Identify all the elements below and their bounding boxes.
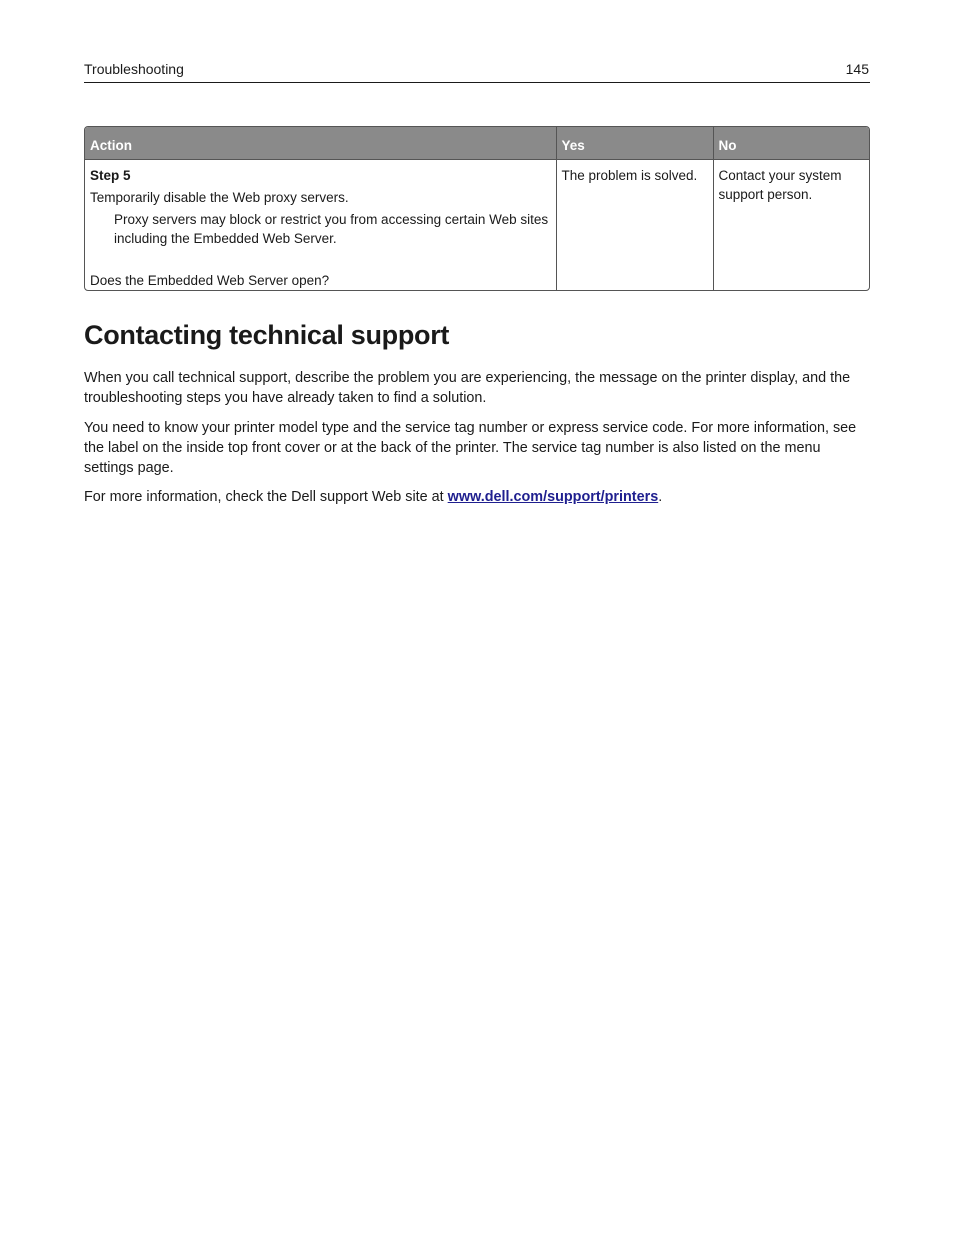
step-title: Step 5 [90,168,131,183]
column-header-action: Action [85,127,556,160]
section-heading: Contacting technical support [84,320,450,350]
action-cell [85,160,556,292]
column-header-yes: Yes [556,127,713,160]
step-note: Proxy servers may block or restrict you from accessing certain Web sites including the Embedded Web Server. [114,212,549,246]
no-cell: Contact your system support person. [718,168,842,202]
more-info-text: For more information, check the Dell support Web site at [84,489,448,505]
page-number: 145 [845,61,869,77]
paragraph-call-support: When you call technical support, describe the problem you are experiencing, the message on the printer display, and the troubleshooting steps you have already taken to find a solution. [84,370,851,406]
running-header [84,60,870,83]
more-info-period: . [658,489,663,505]
table-header-row [85,127,870,160]
troubleshooting-table [84,126,870,291]
step-question: Does the Embedded Web Server open? [90,273,330,288]
header-section-title: Troubleshooting [84,61,184,77]
column-header-no: No [713,127,870,160]
yes-cell: The problem is solved. [556,160,713,292]
paragraph-more-info [84,487,874,507]
table-row [85,160,870,292]
dell-support-link[interactable]: www.dell.com/support/printers [447,489,659,505]
step-instruction: Temporarily disable the Web proxy servers. [90,190,349,205]
paragraph-service-tag: You need to know your printer model type and the service tag number or express service code. For more information, see the label on the inside top front cover or at the back of the printer. The service tag number is also listed on the menu settings page. [84,420,857,476]
